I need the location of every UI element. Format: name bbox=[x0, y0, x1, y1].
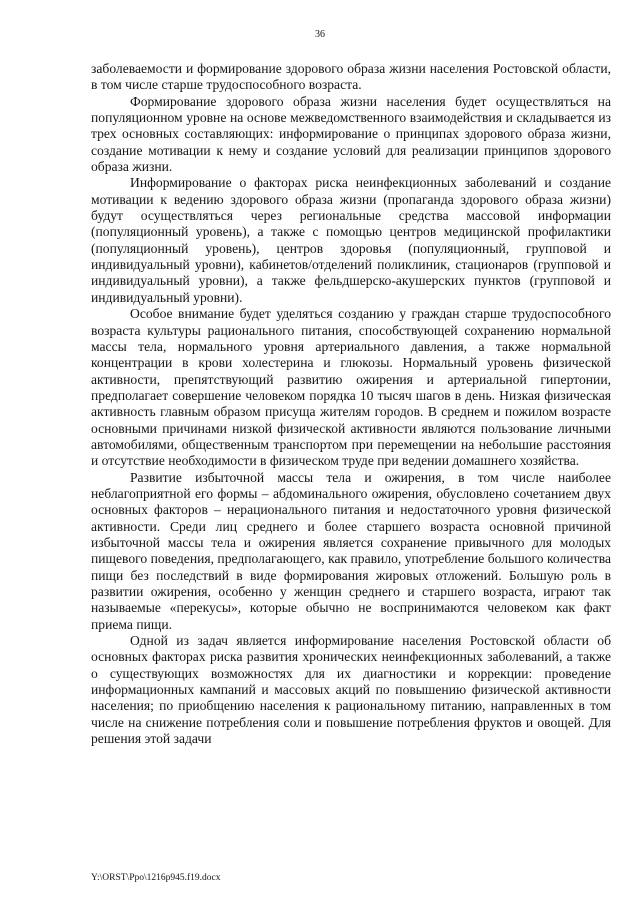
footer-file-path: Y:\ORST\Ppo\1216p945.f19.docx bbox=[91, 873, 221, 883]
paragraph-healthy-lifestyle: Формирование здорового образа жизни населения будет осуществляться на популяционном уровне на основе межведомственного взаимодействия и складывается из трех основных составляющих: информирование о принципах здорового образа жизни, создание мотивации к нему и создание условий для реализации принципов здорового образа жизни. bbox=[91, 93, 611, 175]
document-body bbox=[91, 61, 611, 747]
paragraph-informing-population: Одной из задач является информирование населения Ростовской области об основных факторах риска развития хронических неинфекционных заболеваний, а также о существующих возможностях для их диагностики и коррекции: проведение информационных кампаний и массовых акций по повышению физической активности населения; по приобщению населения к рациональному питанию, направленных в том числе на снижение потребления соли и повышение потребления фруктов и овощей. Для решения этой задачи bbox=[91, 633, 611, 747]
paragraph-risk-factor-information: Информирование о факторах риска неинфекционных заболеваний и создание мотивации к ведению здорового образа жизни (пропаганда здорового образа жизни) будут осуществляться через региональные средства массовой информации (популяционный уровень), а также с помощью центров медицинской профилактики (популяционный уровень), центров здоровья (популяционный, групповой и индивидуальный уровни), кабинетов/отделений поликлиник, стационаров (групповой и индивидуальный уровни), а также фельдшерско-акушерских пунктов (групповой и индивидуальный уровни). bbox=[91, 175, 611, 305]
paragraph-obesity: Развитие избыточной массы тела и ожирения, в том числе наиболее неблагоприятной его формы – абдоминального ожирения, обусловлено сочетанием двух основных факторов – нерационального питания и недостаточного уровня физической активности. Среди лиц среднего и более старшего возраста основной причиной избыточной массы тела и ожирения является сохранение привычного для молодых пищевого поведения, предполагающего, как правило, употребление большого количества пищи без последствий в виде формирования жировых отложений. Большую роль в развитии ожирения, особенно у женщин среднего и старшего возраста, играют так называемые «перекусы», которые обычно не воспринимаются человеком как факт приема пищи. bbox=[91, 469, 611, 632]
page-number: 36 bbox=[315, 29, 325, 40]
paragraph-continuation: заболеваемости и формирование здорового образа жизни населения Ростовской области, в том числе старше трудоспособного возраста. bbox=[91, 61, 611, 93]
paragraph-nutrition-activity: Особое внимание будет уделяться созданию у граждан старше трудоспособного возраста культуры рационального питания, способствующей сохранению нормальной массы тела, нормального уровня артериального давления, а также нормальной концентрации в крови холестерина и глюкозы. Нормальный уровень физической активности, препятствующий развитию ожирения и артериальной гипертонии, предполагает совершение человеком порядка 10 тысяч шагов в день. Низкая физическая активность главным образом присуща жителям городов. В среднем и пожилом возрасте основными причинами низкой физической активности являются пользование личными автомобилями, общественным транспортом при перемещении на небольшие расстояния и отсутствие необходимости в физическом труде при ведении домашнего хозяйства. bbox=[91, 306, 611, 469]
